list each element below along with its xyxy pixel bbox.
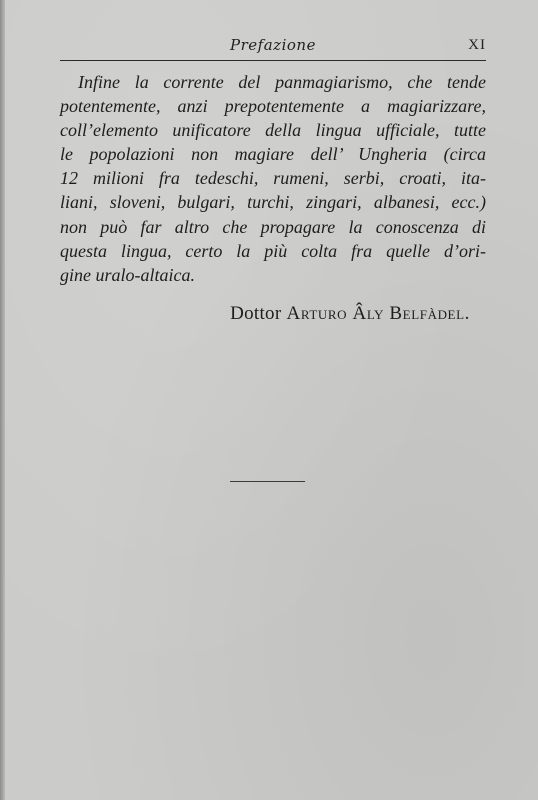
text-line: non può far altro che propagare la conoscenza di — [60, 216, 486, 237]
text-line: gine uralo-altaica. — [60, 264, 195, 285]
signature-prefix: Dottor — [230, 303, 282, 324]
text-line: potentemente, anzi prepotentemente a magiarizzare, — [60, 96, 486, 117]
text-line: questa lingua, certo la più colta fra quelle d’ori- — [60, 240, 486, 261]
text-line: le popolazioni non magiare dell’ Ungheria (circa — [60, 144, 486, 165]
running-title: Prefazione — [230, 36, 316, 54]
page-number: XI — [468, 37, 486, 53]
text-line: liani, sloveni, bulgari, turchi, zingari, albanesi, ecc.) — [60, 192, 486, 213]
page-header — [60, 36, 486, 58]
page-left-edge — [0, 0, 5, 800]
author-signature — [60, 303, 470, 325]
signature-name: Arturo Âly Belfàdel. — [286, 303, 470, 324]
text-line: coll’elemento unificatore della lingua ufficiale, tutte — [60, 120, 486, 141]
section-end-rule — [230, 481, 305, 482]
header-rule — [60, 60, 486, 61]
text-line: Infine la corrente del panmagiarismo, che tende — [78, 72, 486, 92]
text-line: 12 milioni fra tedeschi, rumeni, serbi, croati, ita- — [60, 168, 486, 189]
preface-paragraph — [60, 70, 486, 287]
